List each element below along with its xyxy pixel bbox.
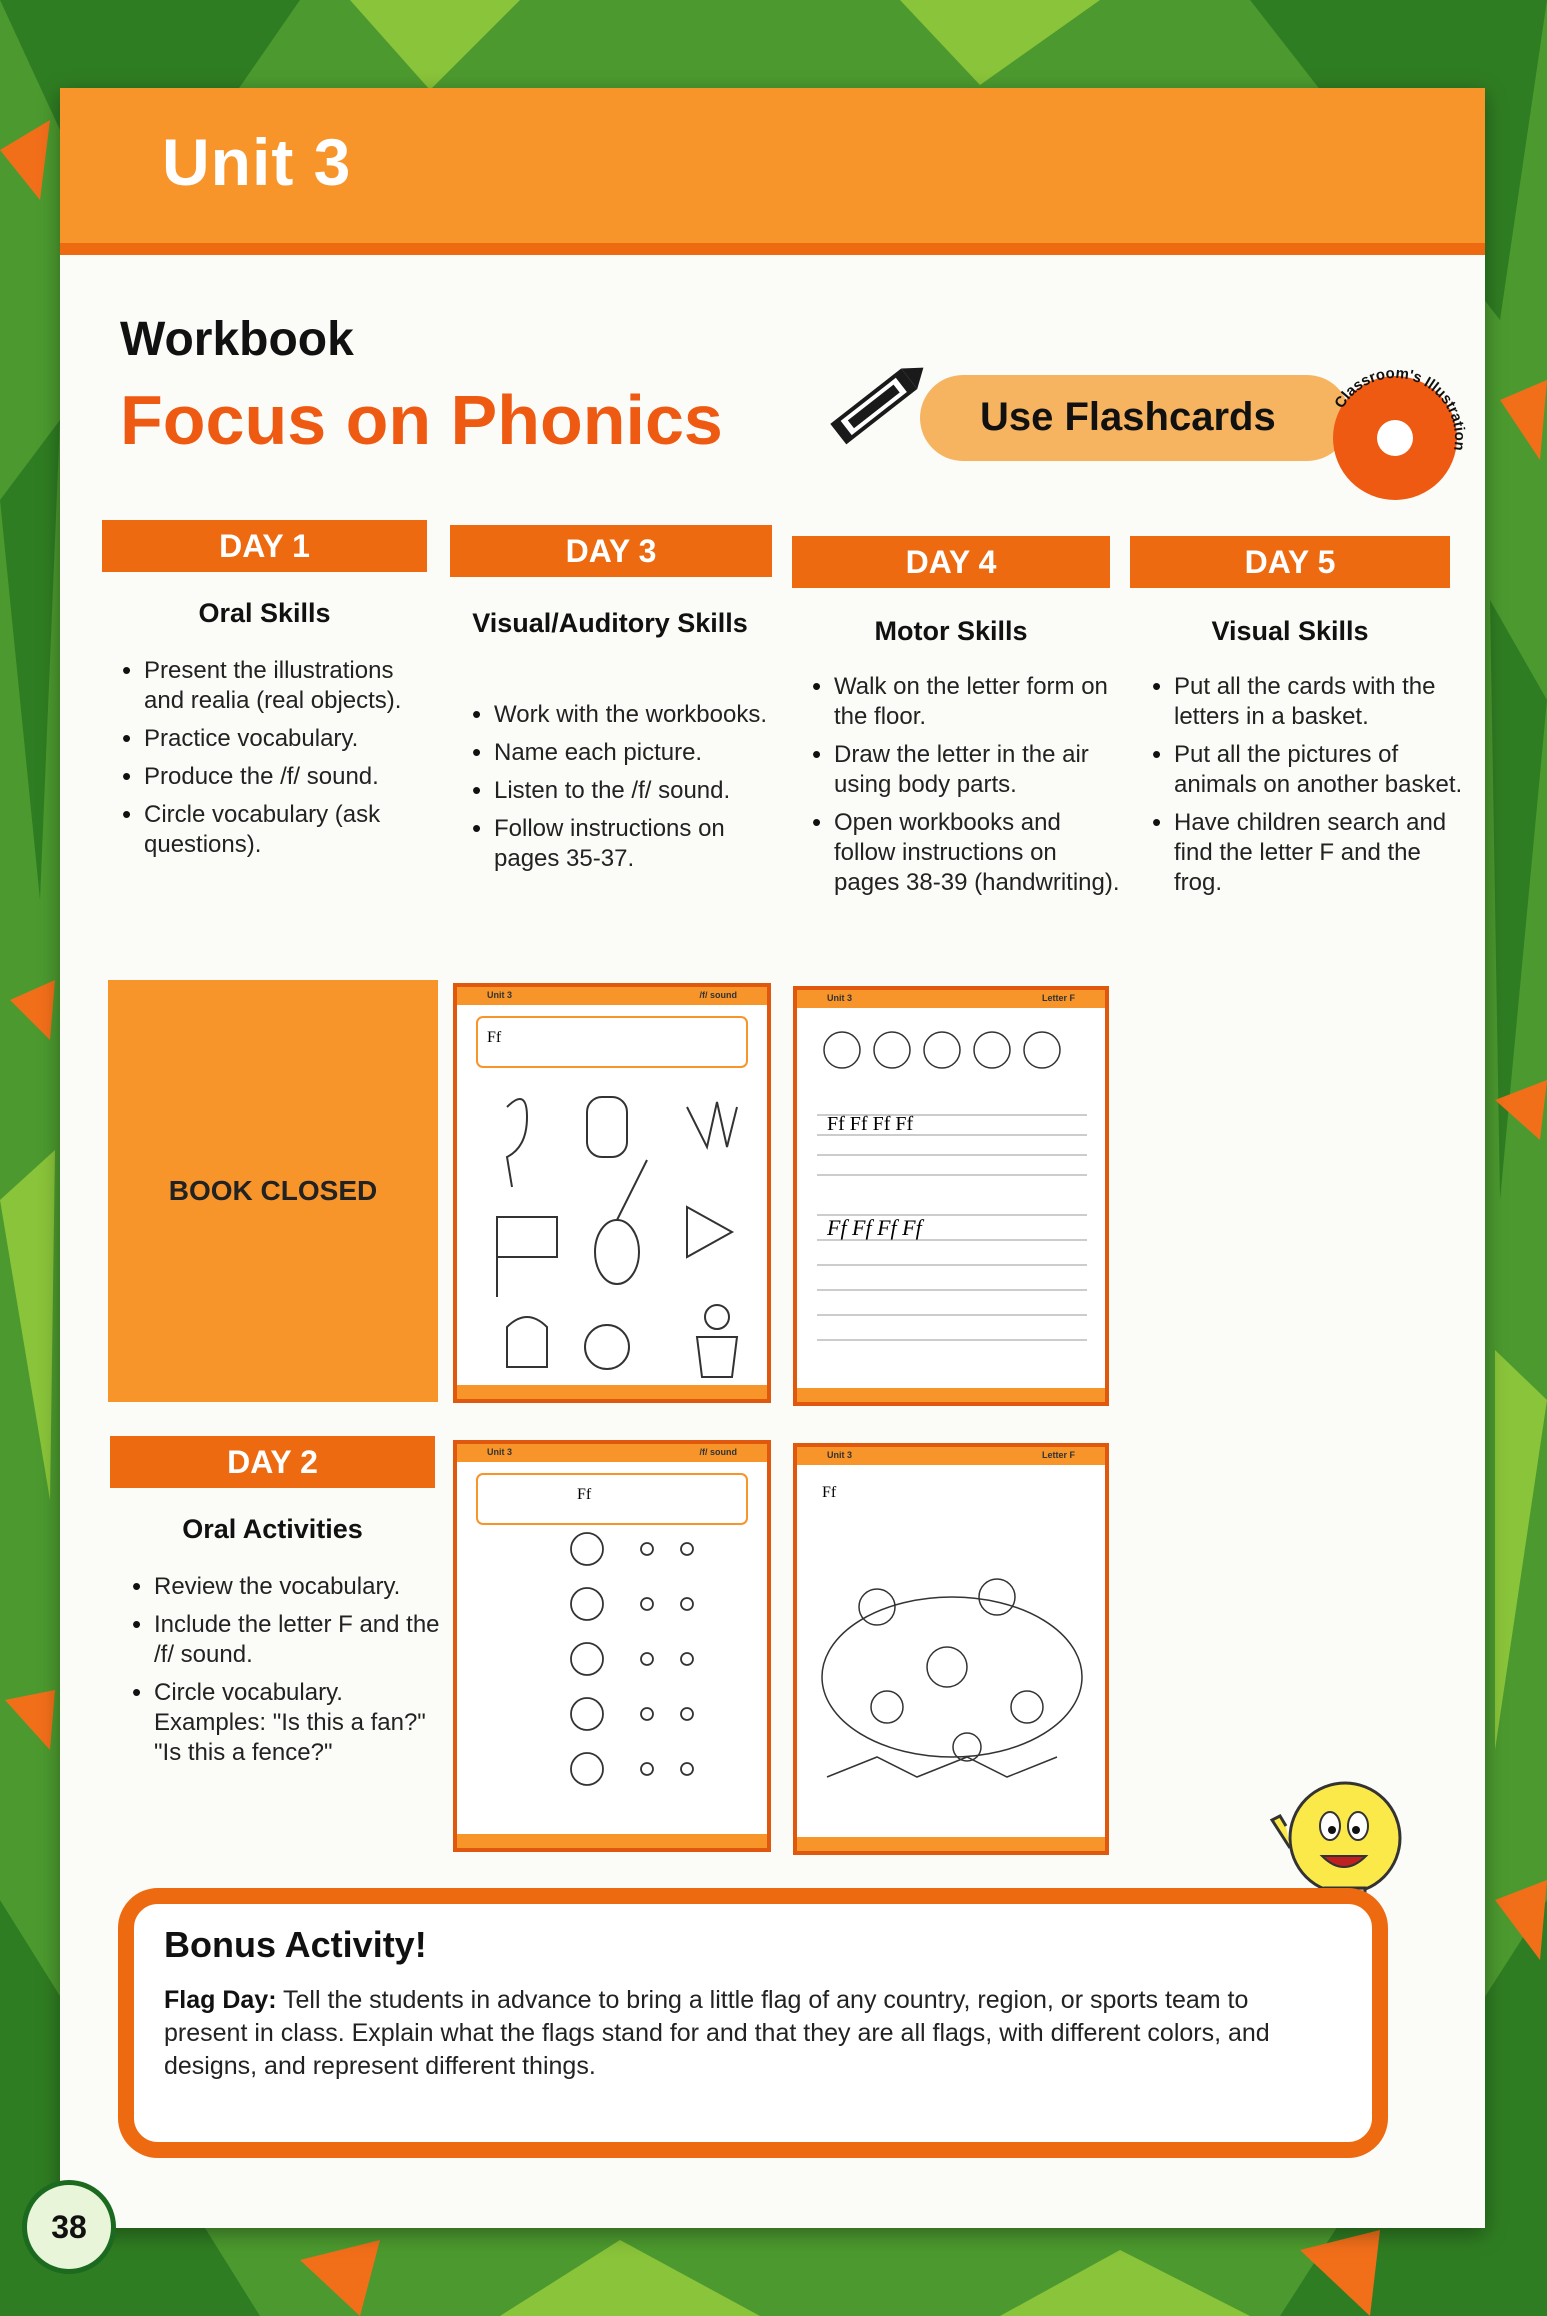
- day4-header: DAY 4: [792, 536, 1110, 588]
- bonus-lead: Flag Day:: [164, 1986, 277, 2014]
- bonus-title: Bonus Activity!: [164, 1924, 427, 1965]
- disc-label: Classroom's Illustration: [1331, 364, 1469, 452]
- day1-header: DAY 1: [102, 520, 427, 572]
- list-item: • Circle vocabulary (ask questions).: [144, 800, 434, 860]
- thumbnail-footer-band: [797, 1837, 1105, 1851]
- workbook-page: [60, 88, 1485, 2228]
- day5-header: DAY 5: [1130, 536, 1450, 588]
- workbook-thumbnail-4: [793, 1443, 1109, 1855]
- list-item: • Follow instructions on pages 35-37.: [494, 814, 779, 874]
- day5-list: [1150, 672, 1464, 906]
- day1-title: Oral Skills: [198, 598, 331, 628]
- bonus-body: Tell the students in advance to bring a little flag of any country, region, or sports team to present in class. Explain what the flags stand for and that they are all flags, with different colors, and designs, and represent different things.: [164, 1986, 1270, 2080]
- day3-list: [470, 700, 779, 882]
- thumbnail-footer-band: [797, 1388, 1105, 1402]
- workbook-thumbnail-3: [453, 1440, 771, 1852]
- thumbnail-letters: Ff: [577, 1486, 592, 1503]
- list-item: • Practice vocabulary.: [144, 724, 434, 754]
- day2-title: Oral Activities: [182, 1514, 363, 1544]
- thumbnail-letters: Ff: [487, 1029, 502, 1046]
- list-item: • Put all the cards with the letters in a basket.: [1174, 672, 1464, 732]
- day4-title: Motor Skills: [874, 616, 1028, 646]
- list-item: • Present the illustrations and realia (real objects).: [144, 656, 434, 716]
- page-number: 38: [22, 2180, 116, 2274]
- thumbnail-letters: Ff Ff Ff Ff: [827, 1113, 914, 1135]
- thumbnail-footer-band: [457, 1385, 767, 1399]
- thumbnail-unit-label: Unit 3: [487, 990, 513, 1000]
- list-item: • Draw the letter in the air using body parts.: [834, 740, 1124, 800]
- svg-text:Ff Ff Ff Ff: Ff Ff Ff Ff: [827, 1215, 922, 1240]
- book-closed-box: [108, 980, 438, 1402]
- list-item: • Review the vocabulary.: [154, 1572, 444, 1602]
- list-item: • Open workbooks and follow instructions on pages 38-39 (handwriting).: [834, 808, 1124, 898]
- unit-header-bar: [60, 88, 1485, 255]
- list-item: • Name each picture.: [494, 738, 779, 768]
- thumbnail-page-label: /f/ sound: [699, 1447, 737, 1457]
- list-item: • Have children search and find the letter F and the frog.: [1174, 808, 1464, 898]
- sound-worksheet-illustration: [457, 987, 767, 1399]
- thumbnail-unit-label: Unit 3: [827, 993, 853, 1003]
- section-title: Focus on Phonics: [120, 381, 723, 459]
- day3-title: Visual/Auditory Skills: [472, 608, 748, 638]
- use-flashcards-banner: [810, 343, 1510, 503]
- list-item: • Put all the pictures of animals on another basket.: [1174, 740, 1464, 800]
- day2-header: DAY 2: [110, 1436, 435, 1488]
- list-item: • Circle vocabulary. Examples: "Is this a fan?" "Is this a fence?": [154, 1678, 444, 1768]
- pond-coloring-illustration: [797, 1447, 1105, 1851]
- day4-list: [810, 672, 1124, 906]
- day3-header: DAY 3: [450, 525, 772, 577]
- thumbnail-page-label: Letter F: [1041, 1450, 1075, 1460]
- list-item: • Work with the workbooks.: [494, 700, 779, 730]
- list-item: • Listen to the /f/ sound.: [494, 776, 779, 806]
- circle-worksheet-illustration: [457, 1444, 767, 1848]
- workbook-thumbnail-1: [453, 983, 771, 1403]
- classroom-illustration-disc-icon: [1300, 343, 1490, 533]
- list-item: • Walk on the letter form on the floor.: [834, 672, 1124, 732]
- day1-list: [120, 656, 434, 868]
- handwriting-worksheet-illustration: [797, 990, 1105, 1402]
- unit-title: Unit 3: [162, 125, 352, 199]
- thumbnail-unit-label: Unit 3: [827, 1450, 853, 1460]
- thumbnail-footer-band: [457, 1834, 767, 1848]
- thumbnail-page-label: Letter F: [1041, 993, 1075, 1003]
- thumbnail-page-label: /f/ sound: [699, 990, 737, 1000]
- workbook-thumbnail-2: [793, 986, 1109, 1406]
- bonus-activity-box: [118, 1888, 1388, 2158]
- day5-title: Visual Skills: [1211, 616, 1369, 646]
- bonus-text: [164, 1984, 1334, 2083]
- list-item: • Produce the /f/ sound.: [144, 762, 434, 792]
- thumbnail-unit-label: Unit 3: [487, 1447, 513, 1457]
- crayon-icon: [810, 353, 940, 463]
- flashcards-label: Use Flashcards: [980, 395, 1276, 439]
- day2-list: [130, 1572, 444, 1776]
- book-closed-label: BOOK CLOSED: [168, 1175, 378, 1206]
- list-item: • Include the letter F and the /f/ sound.: [154, 1610, 444, 1670]
- thumbnail-letters: Ff: [822, 1484, 837, 1501]
- section-label: Workbook: [120, 313, 354, 366]
